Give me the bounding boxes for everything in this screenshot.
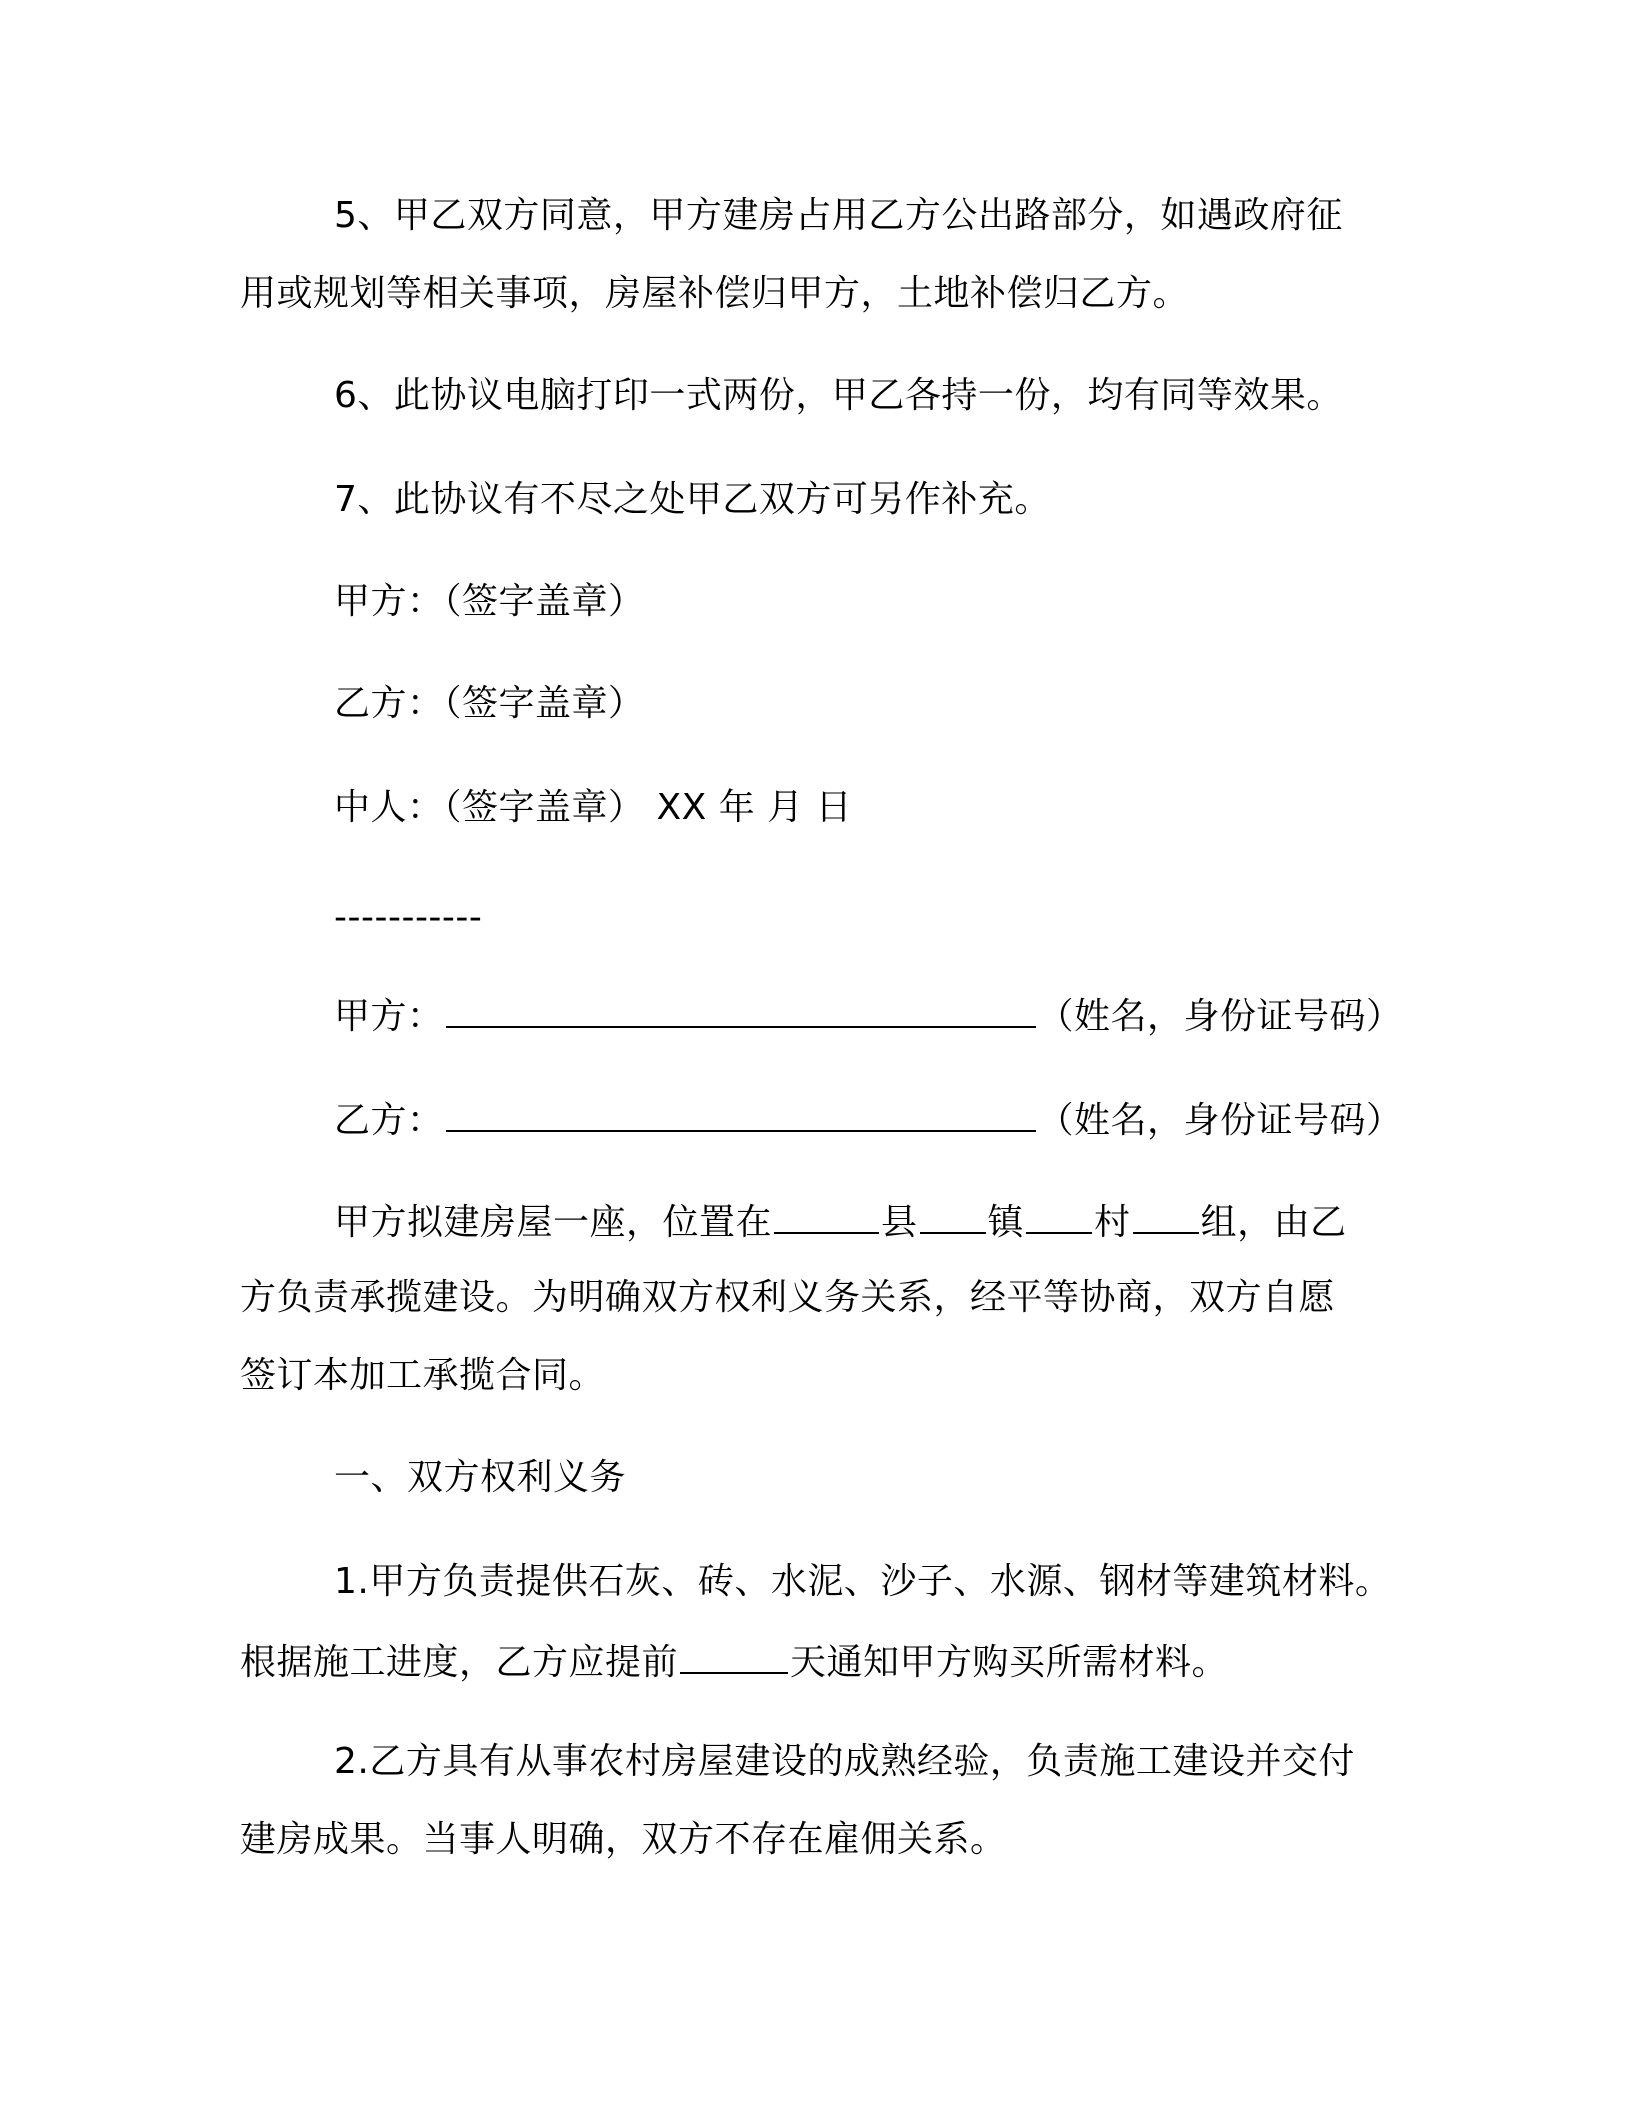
clause-5-line-2: 用或规划等相关事项，房屋补偿归甲方，土地补偿归乙方。 xyxy=(240,273,1190,314)
intro-part1: 甲方拟建房屋一座，位置在 xyxy=(334,1202,773,1243)
clause-7: 7、此协议有不尽之处甲乙双方可另作补充。 xyxy=(334,479,1051,520)
county-blank xyxy=(774,1198,879,1234)
party-a-id-hint: （姓名，身份证号码） xyxy=(1037,996,1403,1037)
intro-town: 镇 xyxy=(987,1202,1025,1243)
intro-village: 村 xyxy=(1094,1202,1131,1243)
item-2-line-2: 建房成果。当事人明确，双方不存在雇佣关系。 xyxy=(240,1819,1007,1860)
clause-6: 6、此协议电脑打印一式两份，甲乙各持一份，均有同等效果。 xyxy=(334,375,1343,416)
party-b-label: 乙方： xyxy=(334,1100,444,1141)
item-1-line-2 xyxy=(240,1638,1228,1685)
signature-party-b: 乙方：（签字盖章） xyxy=(334,683,645,724)
signature-middleman: 中人：（签字盖章） XX 年 月 日 xyxy=(334,787,853,828)
item-2-line-1: 2.乙方具有从事农村房屋建设的成熟经验，负责施工建设并交付 xyxy=(334,1741,1355,1782)
party-a-line xyxy=(334,992,1403,1039)
group-blank xyxy=(1133,1198,1199,1234)
item-1-line-2-b: 天通知甲方购买所需材料。 xyxy=(790,1642,1229,1683)
intro-line-2: 方负责承揽建设。为明确双方权利义务关系，经平等协商，双方自愿 xyxy=(240,1277,1336,1318)
party-b-blank xyxy=(446,1096,1036,1132)
item-1-line-1: 1.甲方负责提供石灰、砖、水泥、沙子、水源、钢材等建筑材料。 xyxy=(334,1561,1392,1602)
party-a-label: 甲方： xyxy=(334,996,444,1037)
days-blank xyxy=(680,1638,788,1674)
party-b-id-hint: （姓名，身份证号码） xyxy=(1037,1100,1403,1141)
signature-party-a: 甲方：（签字盖章） xyxy=(334,581,645,622)
intro-county: 县 xyxy=(881,1202,918,1243)
party-a-blank xyxy=(446,992,1036,1028)
clause-5-line-1: 5、甲乙双方同意，甲方建房占用乙方公出路部分，如遇政府征 xyxy=(334,195,1343,236)
village-blank xyxy=(1026,1198,1092,1234)
intro-group: 组，由乙 xyxy=(1200,1202,1347,1243)
party-b-line xyxy=(334,1096,1403,1143)
town-blank xyxy=(920,1198,986,1234)
item-1-line-2-a: 根据施工进度，乙方应提前 xyxy=(240,1642,679,1683)
intro-line-3: 签订本加工承揽合同。 xyxy=(240,1355,606,1396)
section-1-title: 一、双方权利义务 xyxy=(334,1457,627,1498)
intro-line-1 xyxy=(334,1198,1347,1245)
separator: ----------- xyxy=(334,897,483,938)
